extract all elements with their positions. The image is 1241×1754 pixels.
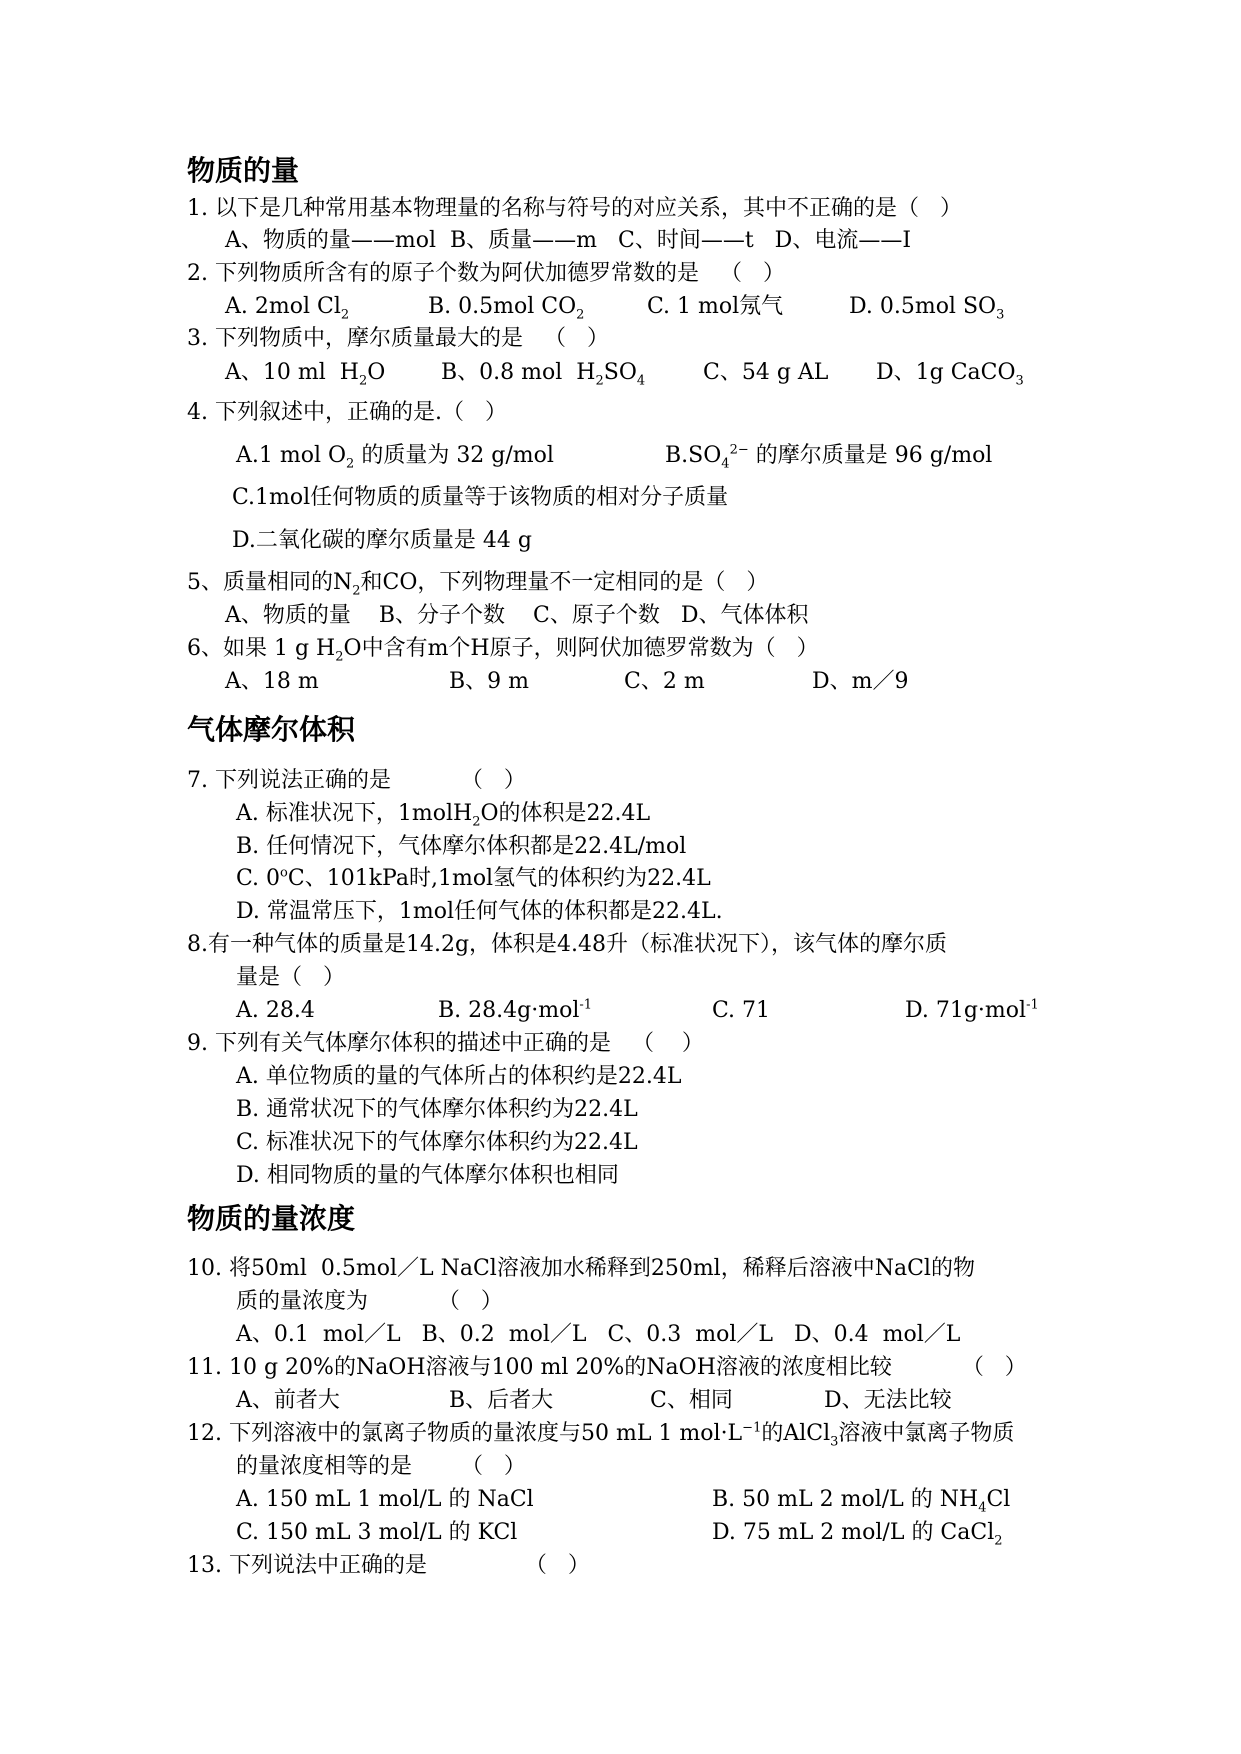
section-title-molar-concentration: 物质的量浓度 [187, 1202, 356, 1235]
question-2-option-b: B. 0.5mol $CO_2$ [428, 294, 585, 323]
question-8-option-a: A. 28.4 [236, 998, 315, 1023]
question-8-option-c: C. 71 [712, 998, 771, 1023]
question-11-option-c: C、相同 [650, 1388, 733, 1413]
question-6-option-b: B、9 m [449, 669, 530, 694]
section-title-amount-of-substance: 物质的量 [187, 154, 300, 187]
question-2-option-d: D. 0.5mol $SO_3$ [849, 294, 1005, 323]
question-9-option-a: A. 单位物质的量的气体所占的体积约是22.4L [236, 1064, 682, 1089]
question-11-option-d: D、无法比较 [824, 1388, 952, 1413]
question-12-option-c: C. 150 mL 3 mol/L 的 KCl [236, 1520, 518, 1545]
question-4-option-a: A.1 mol $O_2$ 的质量为 32 g/mol [236, 443, 554, 472]
question-12-option-d: D. 75 mL 2 mol/L 的 CaCl$_2$ [712, 1520, 1003, 1549]
question-8-stem-line-2: 量是（ ） [236, 965, 345, 990]
question-5-options: A、物质的量 B、分子个数 C、原子个数 D、气体体积 [225, 603, 809, 628]
question-5-stem: 5、质量相同的$N_2$和CO，下列物理量不一定相同的是（ ） [187, 570, 769, 599]
question-6-option-c: C、2 m [624, 669, 705, 694]
question-9-option-c: C. 标准状况下的气体摩尔体积约为22.4L [236, 1130, 638, 1155]
question-7-option-c: C. 0$^o$C、101kPa时,1mol氢气的体积约为22.4L [236, 865, 711, 891]
question-11-option-a: A、前者大 [236, 1388, 340, 1413]
question-4-option-b: $B.SO_4^{2-}$ 的摩尔质量是 96 g/mol [665, 442, 993, 472]
question-11-stem: 11. 10 g 20%的NaOH溶液与100 ml 20%的NaOH溶液的浓度相比较 （ ） [187, 1355, 1027, 1380]
question-6-option-d: D、m／9 [812, 669, 909, 694]
question-3-stem: 3. 下列物质中，摩尔质量最大的是 （ ） [187, 326, 609, 351]
question-12-option-a: A. 150 mL 1 mol/L 的 NaCl [236, 1487, 534, 1512]
question-6-stem: 6、如果 1 g $H_2O$中含有m个H原子，则阿伏加德罗常数为（ ） [187, 636, 819, 665]
question-4-stem: 4. 下列叙述中，正确的是.（ ） [187, 400, 507, 425]
question-10-stem-line-1: 10. 将50ml 0.5mol／L NaCl溶液加水稀释到250ml，稀释后溶液中NaCl的物 [187, 1256, 975, 1281]
question-7-stem: 7. 下列说法正确的是 （ ） [187, 768, 526, 793]
question-9-option-b: B. 通常状况下的气体摩尔体积约为22.4L [236, 1097, 638, 1122]
question-6-option-a: A、18 m [225, 669, 319, 694]
section-title-gas-molar-volume: 气体摩尔体积 [187, 713, 356, 746]
question-3-option-c: C、54 g AL [703, 360, 829, 385]
question-11-option-b: B、后者大 [449, 1388, 554, 1413]
question-1-stem: 1. 以下是几种常用基本物理量的名称与符号的对应关系，其中不正确的是（ ） [187, 196, 962, 221]
question-1-options: A、物质的量——mol B、质量——m C、时间——t D、电流——I [225, 228, 912, 253]
question-10-options: A、0.1 mol／L B、0.2 mol／L C、0.3 mol／L D、0.4 mol／L [236, 1322, 961, 1347]
question-13-stem: 13. 下列说法中正确的是 （ ） [187, 1553, 590, 1578]
question-12-option-b: B. 50 mL 2 mol/L 的 $NH_4Cl$ [712, 1487, 1011, 1516]
question-3-option-a: A、10 ml $H_2O$ [225, 360, 386, 389]
question-4-option-d: D.二氧化碳的摩尔质量是 44 g [232, 528, 532, 553]
question-9-option-d: D. 相同物质的量的气体摩尔体积也相同 [236, 1163, 619, 1188]
question-8-option-b: B. 28.4g·mol$^{-1}$ [438, 997, 593, 1023]
question-10-stem-line-2: 质的量浓度为 （ ） [236, 1289, 503, 1314]
question-7-option-d: D. 常温常压下，1mol任何气体的体积都是22.4L. [236, 899, 723, 924]
question-7-option-a: A. 标准状况下，1molH$_2$O的体积是22.4L [236, 801, 651, 830]
question-3-option-d: D、1g CaCO$_3$ [876, 360, 1024, 389]
question-9-stem: 9. 下列有关气体摩尔体积的描述中正确的是 （ ） [187, 1031, 704, 1056]
question-12-stem-line-2: 的量浓度相等的是 （ ） [236, 1454, 526, 1479]
question-2-option-c: C. 1 mol氖气 [647, 294, 784, 319]
question-4-option-c: C.1mol任何物质的质量等于该物质的相对分子质量 [232, 485, 729, 510]
question-3-option-b: B、0.8 mol $H_2SO_4$ [441, 360, 646, 389]
question-12-stem-line-1: 12. 下列溶液中的氯离子物质的量浓度与50 mL 1 $mol\cdot L^{-1}$的AlCl$_3$溶液中氯离子物质 [187, 1420, 1015, 1450]
question-2-stem: 2. 下列物质所含有的原子个数为阿伏加德罗常数的是 （ ） [187, 261, 785, 286]
question-8-option-d: D. 71g·mol$^{-1}$ [905, 997, 1039, 1023]
question-8-stem-line-1: 8.有一种气体的质量是14.2g，体积是4.48升（标准状况下），该气体的摩尔质 [187, 932, 948, 957]
question-2-option-a: A. 2mol $Cl_2$ [225, 294, 350, 323]
question-7-option-b: B. 任何情况下，气体摩尔体积都是22.4L/mol [236, 834, 687, 859]
